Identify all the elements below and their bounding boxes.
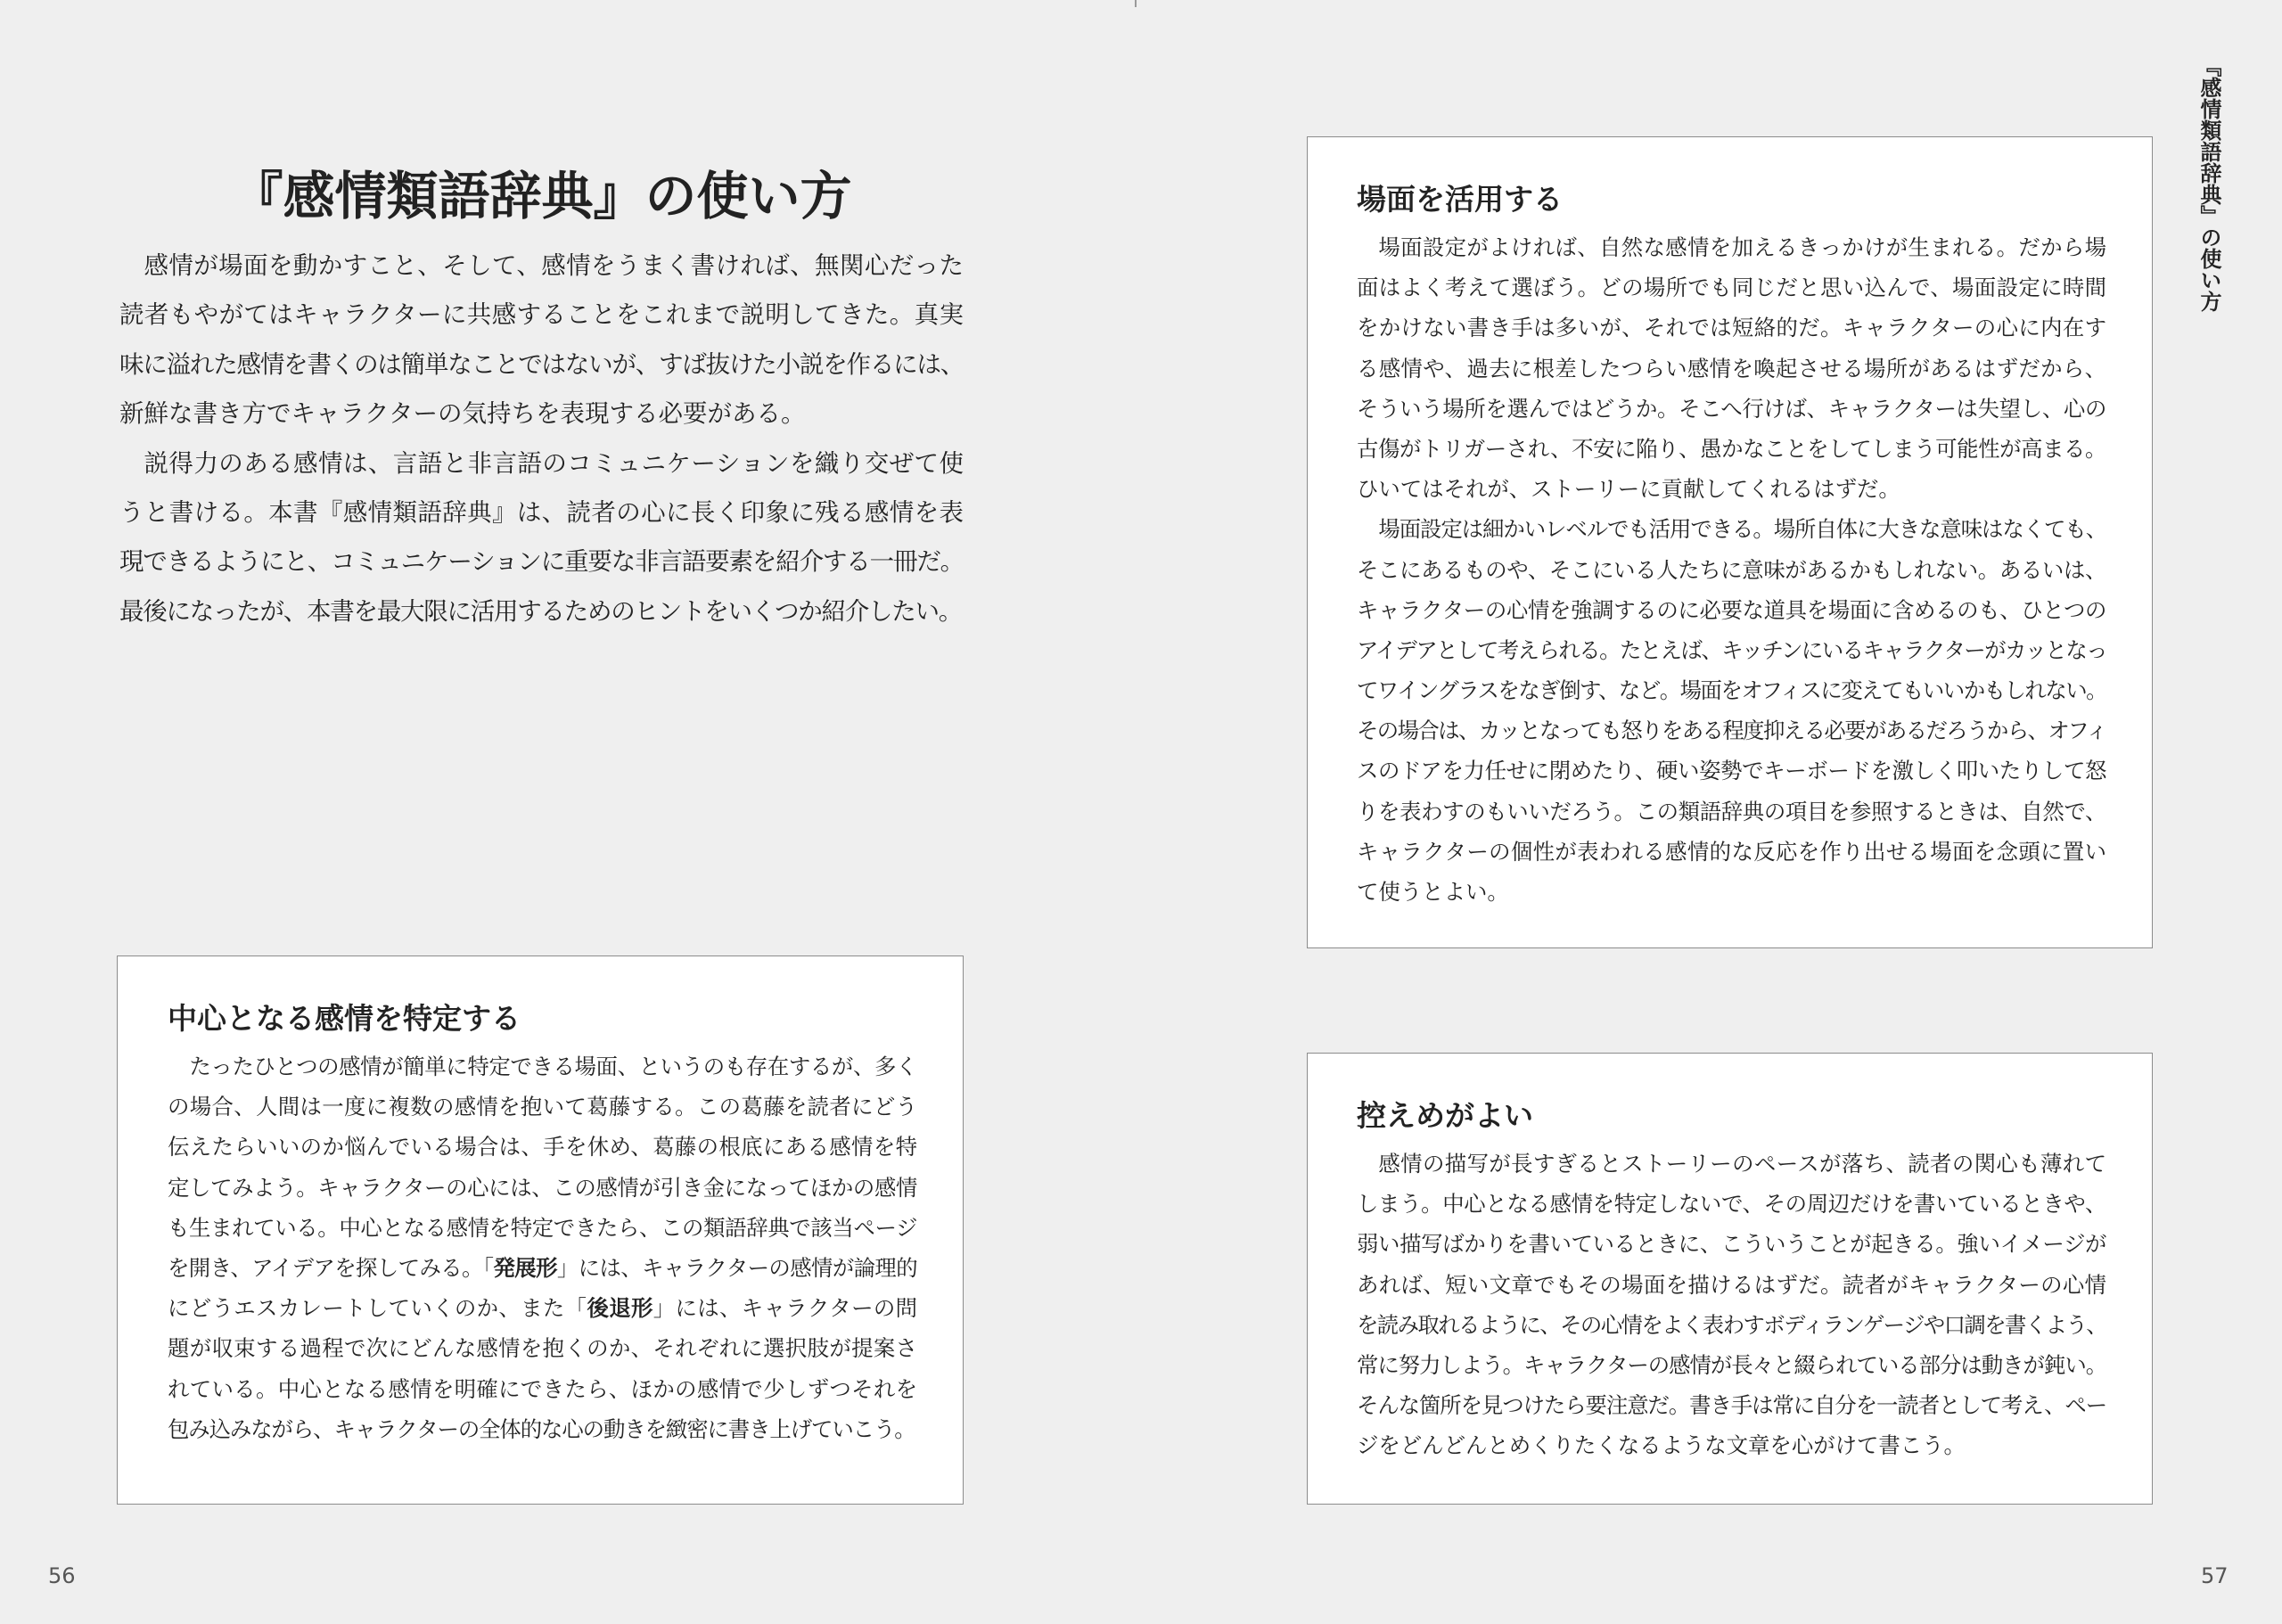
text-line: れている。中心となる感情を明確にできたら、ほかの感情で少しずつそれを (168, 1375, 917, 1402)
box-heading: 場面を活用する (1357, 182, 1563, 217)
page-number: 56 (48, 1563, 76, 1588)
text-line: たったひとつの感情が簡単に特定できる場面、というのも存在するが、多く (189, 1054, 917, 1079)
text-line: る感情や、過去に根差したつらい感情を喚起させる場所があるはずだから、 (1357, 355, 2106, 381)
text-line: うと書ける。本書『感情類語辞典』は、読者の心に長く印象に残る感情を表 (119, 497, 964, 527)
text-segment: を開き、アイデアを探してみる。「 (168, 1254, 494, 1281)
tip-box-setting (1307, 136, 2153, 948)
tip-box-core-emotion (117, 956, 964, 1505)
text-line: 感情の描写が長すぎるとストーリーのペースが落ち、読者の関心も薄れて (1378, 1151, 2106, 1177)
text-line: 題が収束する過程で次にどんな感情を抱くのか、それぞれに選択肢が提案さ (168, 1335, 917, 1362)
text-line: アイデアとして考えられる。たとえば、キッチンにいるキャラクターがカッとなっ (1357, 636, 2106, 663)
text-line (168, 1288, 917, 1328)
text-line: スのドアを力任せに閉めたり、硬い姿勢でキーボードを激しく叩いたりして怒 (1357, 758, 2106, 784)
text-segment: 」には、キャラクターの問 (653, 1295, 917, 1322)
text-line: て使うとよい。 (1357, 879, 1509, 905)
text-segment: 」には、キャラクターの感情が論理的 (556, 1254, 917, 1281)
box-heading: 中心となる感情を特定する (168, 1001, 521, 1036)
text-line: その場合は、カッとなっても怒りをある程度抑える必要があるだろうから、オフィ (1357, 718, 2106, 744)
paragraph (1357, 227, 2106, 509)
text-line: ひいてはそれが、ストーリーに貢献してくれるはずだ。 (1357, 476, 1900, 503)
text-line: 感情が場面を動かすこと、そして、感情をうまく書ければ、無関心だった (144, 251, 964, 280)
text-line: 包み込みながら、キャラクターの全体的な心の動きを緻密に書き上げていこう。 (168, 1415, 915, 1442)
text-line: 弱い描写ばかりを書いているときに、こういうことが起きる。強いイメージが (1357, 1231, 2106, 1258)
box-body (1357, 227, 2106, 912)
text-line: をかけない書き手は多いが、それでは短絡的だ。キャラクターの心に内在す (1357, 315, 2106, 341)
paragraph (168, 1046, 917, 1449)
text-segment: にどうエスカレートしていくのか、また「 (168, 1295, 587, 1322)
text-line: 常に努力しよう。キャラクターの感情が長々と綴られている部分は動きが鈍い。 (1357, 1351, 2106, 1378)
text-line: 味に溢れた感情を書くのは簡単なことではないが、すば抜けた小説を作るには、 (119, 349, 964, 379)
text-line: 読者もやがてはキャラクターに共感することをこれまで説明してきた。真実 (119, 300, 964, 330)
text-line (168, 1248, 917, 1288)
paragraph (119, 242, 964, 439)
box-body (168, 1046, 917, 1449)
box-heading: 控えめがよい (1357, 1098, 1533, 1133)
text-line: 面はよく考えて選ぼう。どの場所でも同じだと思い込んで、場面設定に時間 (1357, 275, 2106, 301)
text-line: 最後になったが、本書を最大限に活用するためのヒントをいくつか紹介したい。 (119, 596, 962, 626)
text-line: を読み取れるように、その心情をよく表わすボディランゲージや口調を書くよう、 (1357, 1311, 2106, 1338)
page-number: 57 (2201, 1563, 2229, 1588)
paragraph (119, 439, 964, 637)
text-line: しまう。中心となる感情を特定しないで、その周辺だけを書いているときや、 (1357, 1191, 2106, 1218)
text-line: キャラクターの心情を強調するのに必要な道具を場面に含めるのも、ひとつの (1357, 596, 2106, 623)
text-line: 現できるようにと、コミュニケーションに重要な非言語要素を紹介する一冊だ。 (119, 547, 964, 577)
text-line: の場合、人間は一度に複数の感情を抱いて葛藤する。この葛藤を読者にどう (168, 1094, 917, 1120)
paragraph (1357, 509, 2106, 912)
text-line: そういう場所を選んではどうか。そこへ行けば、キャラクターは失望し、心の (1357, 395, 2106, 422)
text-line: 新鮮な書き方でキャラクターの気持ちを表現する必要がある。 (119, 399, 806, 429)
running-head: 『感情類語辞典』の使い方 (2196, 55, 2221, 312)
text-line: 伝えたらいいのか悩んでいる場合は、手を休め、葛藤の根底にある感情を特 (168, 1134, 917, 1161)
bold-term: 発展形 (493, 1254, 557, 1281)
intro-text (119, 242, 964, 636)
bold-term: 後退形 (587, 1295, 653, 1322)
text-line: キャラクターの個性が表われる感情的な反応を作り出せる場面を念頭に置い (1357, 838, 2106, 865)
text-line: そこにあるものや、そこにいる人たちに意味があるかもしれない。あるいは、 (1357, 556, 2106, 583)
text-line: あれば、短い文章でもその場面を描けるはずだ。読者がキャラクターの心情 (1357, 1271, 2106, 1298)
text-line: てワイングラスをなぎ倒す、など。場面をオフィスに変えてもいいかもしれない。 (1357, 677, 2106, 704)
tip-box-restraint (1307, 1053, 2153, 1505)
paragraph (1357, 1144, 2106, 1466)
text-line: ジをどんどんとめくりたくなるような文章を心がけて書こう。 (1357, 1432, 1966, 1459)
text-line: 古傷がトリガーされ、不安に陥り、愚かなことをしてしまう可能性が高まる。 (1357, 435, 2106, 462)
page-title: 『感情類語辞典』の使い方 (231, 165, 852, 226)
text-line: そんな箇所を見つけたら要注意だ。書き手は常に自分を一読者として考え、ペー (1357, 1392, 2106, 1419)
box-body (1357, 1144, 2106, 1466)
text-line: りを表わすのもいいだろう。この類語辞典の項目を参照するときは、自然で、 (1357, 798, 2106, 824)
gutter-crop-mark (1135, 0, 1137, 7)
text-line: 場面設定がよければ、自然な感情を加えるきっかけが生まれる。だから場 (1378, 234, 2106, 260)
text-line: 説得力のある感情は、言語と非言語のコミュニケーションを織り交ぜて使 (144, 448, 964, 478)
text-line: 定してみよう。キャラクターの心には、この感情が引き金になってほかの感情 (168, 1174, 917, 1201)
text-line: も生まれている。中心となる感情を特定できたら、この類語辞典で該当ページ (168, 1214, 917, 1241)
text-line: 場面設定は細かいレベルでも活用できる。場所自体に大きな意味はなくても、 (1378, 516, 2106, 543)
